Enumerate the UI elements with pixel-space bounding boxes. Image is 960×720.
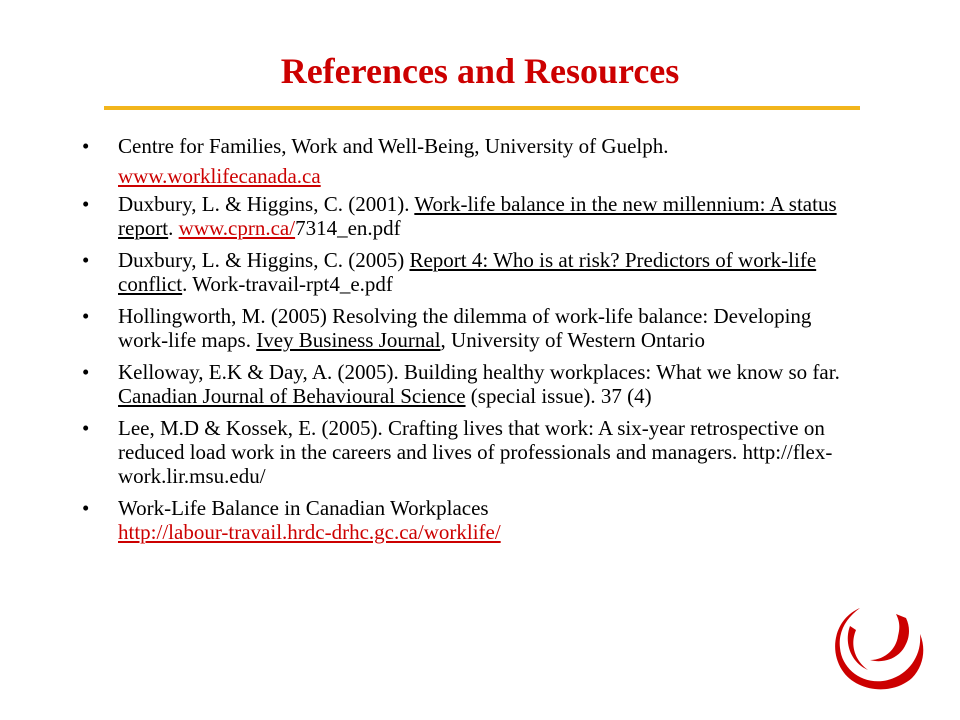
reference-item-5 [78, 360, 848, 408]
reference-item-4 [78, 304, 848, 352]
reference-authors: Duxbury, L. & Higgins, C. (2001). [118, 192, 415, 216]
reference-authors: Hollingworth, M. (2005) Resolving the dilemma of work-life balance: Developing work-life maps. [118, 304, 812, 352]
reference-text: Lee, M.D & Kossek, E. (2005). Crafting lives that work: A six-year retrospective on reduced load work in the careers and lives of professionals and managers. http://flex-work.lir.msu.edu/ [118, 416, 833, 488]
bullet: • [82, 248, 90, 272]
reference-filename: 7314_en.pdf [295, 216, 401, 240]
reference-item-1 [78, 134, 848, 188]
bullet: • [82, 304, 90, 328]
reference-filename: . Work-travail-rpt4_e.pdf [182, 272, 393, 296]
reference-item-7 [78, 496, 848, 544]
reference-item-3 [78, 248, 848, 296]
circular-swirl-logo-icon [826, 596, 926, 696]
worklifecanada-link[interactable]: www.worklifecanada.ca [118, 164, 321, 188]
reference-journal: Canadian Journal of Behavioural Science [118, 384, 466, 408]
reference-journal: Ivey Business Journal [256, 328, 441, 352]
reference-suffix: , University of Western Ontario [440, 328, 705, 352]
reference-item-6 [78, 416, 848, 488]
reference-text: Centre for Families, Work and Well-Being, University of Guelph. [118, 134, 669, 158]
bullet: • [82, 134, 90, 158]
reference-separator: . [168, 216, 179, 240]
slide-title: References and Resources [280, 51, 680, 91]
reference-title: Work-life balance in the new millennium: A status report [118, 192, 837, 240]
reference-list [78, 134, 848, 552]
reference-text: Work-Life Balance in Canadian Workplaces [118, 496, 489, 520]
cprn-link[interactable]: www.cprn.ca/ [178, 216, 296, 240]
bullet: • [82, 416, 90, 440]
reference-title: Report 4: Who is at risk? Predictors of work-life conflict [118, 248, 817, 296]
bullet: • [82, 192, 90, 216]
bullet: • [82, 496, 90, 520]
title-underline-rule [104, 106, 860, 110]
reference-authors: Duxbury, L. & Higgins, C. (2005) [118, 248, 410, 272]
reference-authors: Kelloway, E.K & Day, A. (2005). Building healthy workplaces: What we know so far. [118, 360, 840, 384]
reference-item-2 [78, 192, 848, 240]
labour-travail-link[interactable]: http://labour-travail.hrdc-drhc.gc.ca/worklife/ [118, 520, 501, 544]
reference-suffix: (special issue). 37 (4) [465, 384, 652, 408]
bullet: • [82, 360, 90, 384]
